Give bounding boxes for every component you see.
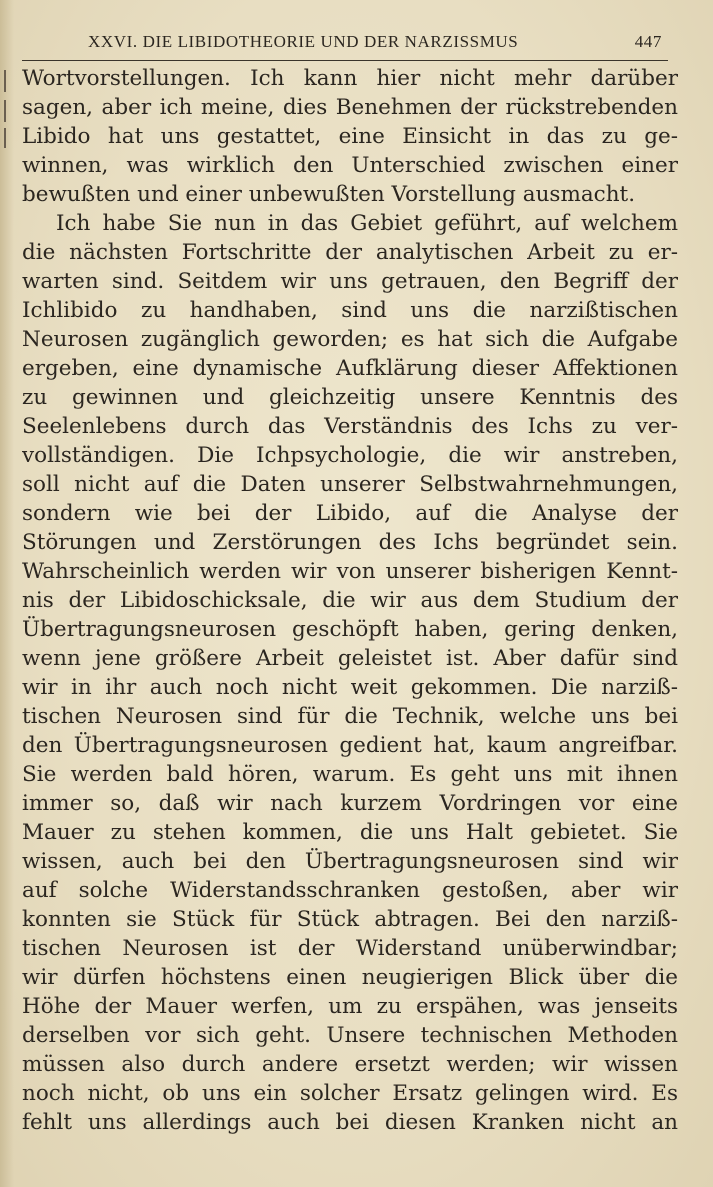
page-number: 447 (634, 32, 662, 51)
text-line: Ich habe Sie nun in das Gebiet geführt, auf welchem (56, 211, 678, 236)
text-line: tischen Neurosen ist der Widerstand unüberwindbar; (22, 936, 678, 961)
text-line: Übertragungsneurosen geschöpft haben, gering denken, (22, 617, 678, 642)
text-line: Mauer zu stehen kommen, die uns Halt gebietet. Sie (22, 820, 678, 845)
text-line: auf solche Widerstandsschranken gestoßen, aber wir (22, 878, 678, 903)
text-line: bewußten und einer unbewußten Vorstellung ausmacht. (22, 182, 636, 207)
text-line: Libido hat uns gestattet, eine Einsicht in das zu ge- (22, 124, 678, 149)
text-line: Wortvorstellungen. Ich kann hier nicht mehr darüber (22, 66, 678, 91)
text-line: derselben vor sich geht. Unsere technischen Methoden (22, 1023, 678, 1048)
text-line: soll nicht auf die Daten unserer Selbstwahrnehmungen, (22, 472, 678, 497)
text-line: vollständigen. Die Ichpsychologie, die wir anstreben, (22, 443, 678, 468)
text-line: wissen, auch bei den Übertragungsneurosen sind wir (22, 849, 678, 874)
text-line: sagen, aber ich meine, dies Benehmen der rückstrebenden (22, 95, 678, 120)
margin-pencil-mark (4, 70, 6, 92)
body-text (22, 64, 678, 1137)
text-line: ergeben, eine dynamische Aufklärung dieser Affektionen (22, 356, 678, 381)
chapter-title: XXVI. DIE LIBIDOTHEORIE UND DER NARZISSMUS (88, 32, 519, 51)
text-line: wenn jene größere Arbeit geleistet ist. Aber dafür sind (22, 646, 678, 671)
text-line: immer so, daß wir nach kurzem Vordringen vor eine (22, 791, 678, 816)
text-line: warten sind. Seitdem wir uns getrauen, den Begriff der (22, 269, 678, 294)
text-line: Seelenlebens durch das Verständnis des Ichs zu ver- (22, 414, 678, 439)
text-line: wir dürfen höchstens einen neugierigen Blick über die (22, 965, 678, 990)
text-line: nis der Libidoschicksale, die wir aus dem Studium der (22, 588, 678, 613)
text-line: noch nicht, ob uns ein solcher Ersatz gelingen wird. Es (22, 1081, 678, 1106)
margin-pencil-mark (4, 128, 6, 148)
text-line: Höhe der Mauer werfen, um zu erspähen, was jenseits (22, 994, 678, 1019)
text-line: die nächsten Fortschritte der analytischen Arbeit zu er- (22, 240, 678, 265)
spine-shadow (0, 0, 14, 1187)
text-line: wir in ihr auch noch nicht weit gekommen. Die narziß- (22, 675, 678, 700)
text-line: zu gewinnen und gleichzeitig unsere Kenntnis des (22, 385, 678, 410)
text-line: winnen, was wirklich den Unterschied zwischen einer (22, 153, 678, 178)
text-line: tischen Neurosen sind für die Technik, welche uns bei (22, 704, 678, 729)
text-line: Störungen und Zerstörungen des Ichs begründet sein. (22, 530, 678, 555)
text-line: den Übertragungsneurosen gedient hat, kaum angreifbar. (22, 733, 678, 758)
margin-pencil-mark (4, 100, 6, 122)
text-line: Wahrscheinlich werden wir von unserer bisherigen Kennt- (22, 559, 678, 584)
text-line: fehlt uns allerdings auch bei diesen Kranken nicht an (22, 1110, 678, 1135)
text-line: Ichlibido zu handhaben, sind uns die narzißtischen (22, 298, 678, 323)
running-header (22, 26, 668, 61)
text-line: Sie werden bald hören, warum. Es geht uns mit ihnen (22, 762, 678, 787)
text-line: Neurosen zugänglich geworden; es hat sich die Aufgabe (22, 327, 678, 352)
text-line: sondern wie bei der Libido, auf die Analyse der (22, 501, 678, 526)
text-line: müssen also durch andere ersetzt werden; wir wissen (22, 1052, 678, 1077)
text-line: konnten sie Stück für Stück abtragen. Bei den narziß- (22, 907, 678, 932)
